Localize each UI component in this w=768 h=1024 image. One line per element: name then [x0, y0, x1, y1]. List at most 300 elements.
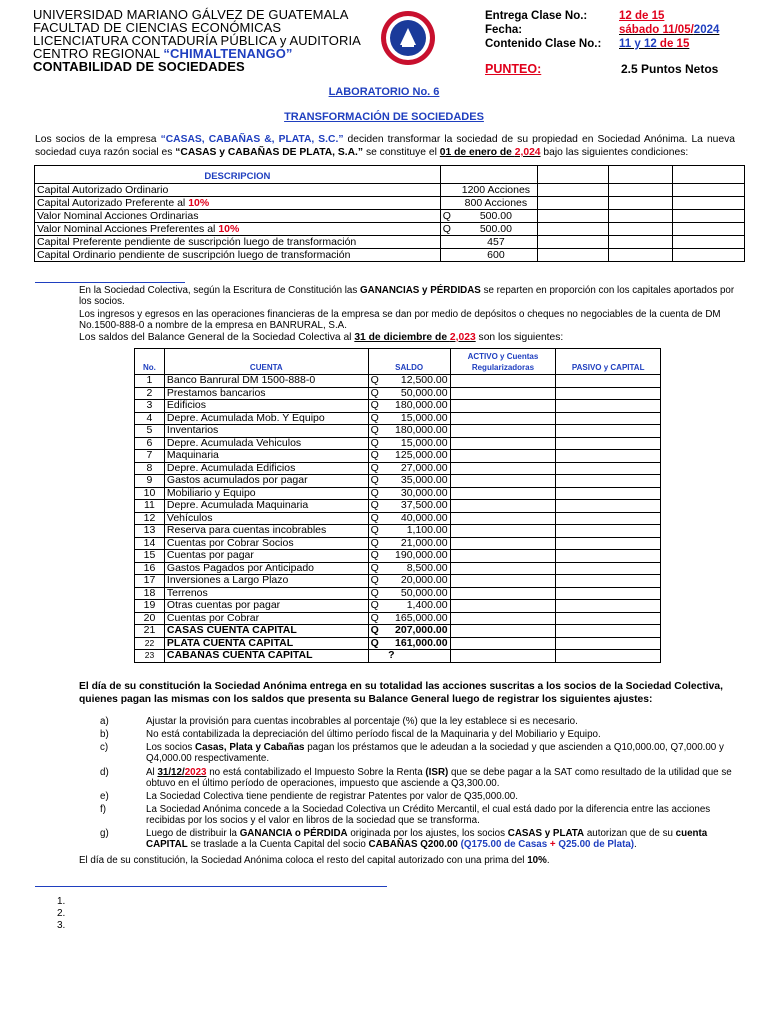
list-text: originada por los ajustes, los socios	[347, 828, 508, 839]
table-cell	[609, 166, 673, 184]
balance-amount: 30,000.00	[386, 487, 450, 500]
description-cell	[35, 197, 441, 210]
pasivo-cell	[556, 375, 661, 388]
pasivo-cell	[556, 550, 661, 563]
center-prefix: CENTRO REGIONAL	[33, 46, 164, 61]
table-row	[35, 223, 745, 236]
isr-date-part1: 31/12/	[157, 767, 185, 778]
university-name: UNIVERSIDAD MARIANO GÁLVEZ DE GUATEMALA	[33, 7, 349, 22]
pasivo-cell	[556, 475, 661, 488]
pasivo-cell	[556, 425, 661, 438]
table-row	[135, 650, 661, 663]
activo-cell	[450, 625, 556, 638]
activo-cell	[450, 525, 556, 538]
list-item	[100, 729, 745, 740]
date-value-part1: sábado 11/05/	[619, 24, 694, 36]
currency-cell: Q	[368, 475, 386, 488]
list-marker: b)	[100, 729, 109, 740]
activo-cell	[450, 450, 556, 463]
currency-cell: Q	[368, 375, 386, 388]
activo-cell	[450, 500, 556, 513]
table-row	[35, 197, 745, 210]
table-cell	[673, 210, 745, 223]
description-header: DESCRIPCION	[35, 166, 441, 184]
activo-cell	[450, 600, 556, 613]
numbered-list	[57, 896, 65, 932]
balance-amount: 180,000.00	[386, 400, 450, 413]
isr-date	[157, 767, 206, 778]
table-header-row	[135, 349, 661, 375]
table-cell	[609, 223, 673, 236]
currency-cell: Q	[368, 550, 386, 563]
currency-cell: Q	[368, 400, 386, 413]
activo-cell	[450, 400, 556, 413]
balance-table	[134, 348, 661, 663]
constitution-date	[440, 147, 541, 158]
balance-amount: ?	[386, 650, 450, 663]
list-text: pagan los préstamos que le adeudan a la sociedad y que ascienden a Q10,000.00, Q7,000.00 y Q4,000.00 respectivamente.	[146, 742, 724, 764]
table-cell	[673, 184, 745, 197]
gain-loss-term: GANANCIA o PÉRDIDA	[239, 828, 348, 839]
table-cell	[537, 223, 609, 236]
pasivo-cell	[556, 600, 661, 613]
delivery-value: 12 de 15	[619, 10, 665, 22]
activo-cell	[450, 387, 556, 400]
table-cell	[673, 223, 745, 236]
table-row	[135, 600, 661, 613]
balance-amount: 37,500.00	[386, 500, 450, 513]
currency-cell: Q	[368, 625, 386, 638]
column-header-pasivo: PASIVO y CAPITAL	[556, 349, 661, 375]
table-cell	[609, 184, 673, 197]
row-number: 11	[135, 500, 165, 513]
conditions-table	[34, 165, 745, 262]
activo-cell	[450, 512, 556, 525]
intro-text: se constituye el	[363, 147, 440, 158]
currency-cell: Q	[368, 537, 386, 550]
table-row	[35, 210, 745, 223]
description-text: Valor Nominal Acciones Preferentes al	[37, 223, 219, 235]
course-name: CONTABILIDAD DE SOCIEDADES	[33, 59, 245, 74]
date-row	[485, 23, 755, 37]
table-row	[135, 450, 661, 463]
list-item	[100, 742, 745, 764]
balance-amount: 21,000.00	[386, 537, 450, 550]
pasivo-cell	[556, 650, 661, 663]
balance-amount: 15,000.00	[386, 437, 450, 450]
description-text: Capital Preferente pendiente de suscripción luego de transformación	[37, 236, 357, 248]
table-row	[135, 425, 661, 438]
account-name: Cuentas por Cobrar	[164, 612, 368, 625]
intro-text: Los socios de la empresa	[35, 134, 161, 145]
description-text: Capital Autorizado Ordinario	[37, 184, 169, 196]
pasivo-cell	[556, 637, 661, 650]
table-row	[135, 462, 661, 475]
balance-amount: 35,000.00	[386, 475, 450, 488]
currency-cell: Q	[368, 387, 386, 400]
currency-cell: Q	[368, 612, 386, 625]
list-item: 3.	[57, 920, 66, 931]
balance-amount: 50,000.00	[386, 387, 450, 400]
table-row	[135, 437, 661, 450]
account-name: Gastos acumulados por pagar	[164, 475, 368, 488]
table-row	[135, 387, 661, 400]
divider-line	[35, 886, 387, 887]
pasivo-cell	[556, 512, 661, 525]
currency-cell: Q	[368, 487, 386, 500]
balance-amount: 207,000.00	[386, 625, 450, 638]
row-number: 8	[135, 462, 165, 475]
table-row	[135, 475, 661, 488]
list-item	[100, 767, 745, 789]
currency-cell: Q	[368, 462, 386, 475]
column-header-saldo: SALDO	[368, 349, 450, 375]
value-cell: 800 Acciones	[455, 197, 537, 210]
partners-names: CASAS y PLATA	[507, 828, 585, 839]
list-text: autorizan que de su	[584, 828, 676, 839]
intro-text: deciden transformar la sociedad de su propiedad en Sociedad Anónima. La nueva sociedad cuya razón social es	[35, 134, 736, 158]
table-row	[135, 400, 661, 413]
row-number: 10	[135, 487, 165, 500]
pasivo-cell	[556, 562, 661, 575]
activo-cell	[450, 375, 556, 388]
balance-date	[354, 332, 475, 343]
account-name: Cuentas por pagar	[164, 550, 368, 563]
pasivo-cell	[556, 412, 661, 425]
description-cell	[35, 223, 441, 236]
list-item	[100, 791, 745, 802]
table-header-row	[35, 166, 745, 184]
list-item: 1.	[57, 896, 66, 907]
row-number: 7	[135, 450, 165, 463]
row-number: 18	[135, 587, 165, 600]
transfer-detail: (Q175.00 de Casas	[457, 839, 550, 850]
table-row	[135, 512, 661, 525]
list-text: La Sociedad Colectiva tiene pendiente de registrar Patentes por valor de Q35,000.00.	[146, 791, 518, 802]
row-number: 16	[135, 562, 165, 575]
activo-cell	[450, 487, 556, 500]
list-item: 2.	[57, 908, 66, 919]
description-percent: 10%	[188, 197, 210, 209]
paragraph-text: En la Sociedad Colectiva, según la Escritura de Constitución las	[79, 285, 360, 296]
lab-title: LABORATORIO No. 6	[328, 86, 440, 98]
currency-cell: Q	[368, 512, 386, 525]
table-cell	[537, 249, 609, 262]
balance-amount: 8,500.00	[386, 562, 450, 575]
list-text: no está contabilizado el Impuesto Sobre la Renta	[206, 767, 426, 778]
table-cell	[537, 197, 609, 210]
currency-cell: Q	[368, 562, 386, 575]
account-name: Prestamos bancarios	[164, 387, 368, 400]
table-row	[135, 575, 661, 588]
content-row	[485, 37, 755, 51]
column-header-activo: ACTIVO y Cuentas Regularizadoras	[450, 349, 556, 375]
list-item	[100, 716, 745, 727]
list-item	[100, 828, 745, 850]
description-text: Valor Nominal Acciones Ordinarias	[37, 210, 199, 222]
premium-percent: 10%	[527, 855, 547, 866]
description-cell	[35, 210, 441, 223]
activo-cell	[450, 562, 556, 575]
table-row	[135, 612, 661, 625]
row-number: 22	[135, 637, 165, 650]
description-text: Capital Autorizado Preferente al	[37, 197, 189, 209]
balance-amount: 50,000.00	[386, 587, 450, 600]
date-value	[619, 23, 719, 37]
table-cell	[673, 249, 745, 262]
list-marker: c)	[100, 742, 109, 753]
table-row	[135, 587, 661, 600]
paragraph-bank: Los ingresos y egresos en las operaciones financieras de la empresa se dan por medio de depósitos o cheques no negociables de la cuenta de DM No.1500-888-0 a nombre de la empresa en BANRURAL, S.A.	[79, 309, 721, 331]
activo-cell	[450, 575, 556, 588]
list-item	[100, 804, 745, 826]
row-number: 12	[135, 512, 165, 525]
list-marker: g)	[100, 828, 109, 839]
pasivo-cell	[556, 575, 661, 588]
account-name: Vehículos	[164, 512, 368, 525]
currency-cell: Q	[440, 210, 455, 223]
intro-paragraph	[35, 133, 735, 159]
partners-names: Casas, Plata y Cabañas	[195, 742, 305, 753]
university-logo-icon	[380, 10, 436, 66]
row-number: 14	[135, 537, 165, 550]
account-name: Otras cuentas por pagar	[164, 600, 368, 613]
transfer-detail: Q25.00 de Plata)	[555, 839, 635, 850]
table-cell	[537, 166, 609, 184]
table-row	[35, 184, 745, 197]
activo-cell	[450, 475, 556, 488]
account-name: Banco Banrural DM 1500-888-0	[164, 375, 368, 388]
constitution-paragraph: El día de su constitución la Sociedad Anónima entrega en su totalidad las acciones suscritas a los socios de la Sociedad Colectiva, quienes pagan las mismas con los saldos que presenta su Balance General luego de registrar los siguientes ajustes:	[79, 681, 723, 705]
account-name: Terrenos	[164, 587, 368, 600]
profits-term: GANANCIAS y PÉRDIDAS	[360, 285, 481, 296]
value-cell: 500.00	[455, 223, 537, 236]
balance-amount: 12,500.00	[386, 375, 450, 388]
column-header-cuenta: CUENTA	[164, 349, 368, 375]
score-label: PUNTEO:	[485, 62, 542, 76]
value-cell: 457	[455, 236, 537, 249]
currency-cell: Q	[368, 637, 386, 650]
constitution-date-year: 2,024	[514, 147, 541, 158]
activo-cell	[450, 462, 556, 475]
degree-name: LICENCIATURA CONTADURÍA PÚBLICA y AUDITORIA	[33, 33, 361, 48]
balance-amount: 125,000.00	[386, 450, 450, 463]
list-text: Al	[146, 767, 158, 778]
balance-date-part1: 31 de diciembre de	[354, 332, 450, 343]
table-cell	[537, 236, 609, 249]
currency-cell	[440, 249, 455, 262]
table-cell	[609, 249, 673, 262]
row-number: 21	[135, 625, 165, 638]
account-name: CABAÑAS CUENTA CAPITAL	[164, 650, 368, 663]
row-number: 6	[135, 437, 165, 450]
table-row	[35, 236, 745, 249]
pasivo-cell	[556, 450, 661, 463]
table-cell	[673, 197, 745, 210]
content-value-part1: 11 y 12	[619, 38, 657, 50]
value-cell: 600	[455, 249, 537, 262]
faculty-name: FACULTAD DE CIENCIAS ECONÓMICAS	[33, 20, 282, 35]
paragraph-text: son los siguientes:	[475, 332, 564, 343]
date-label: Fecha:	[485, 24, 523, 36]
row-number: 23	[135, 650, 165, 663]
list-text: Los socios	[146, 742, 196, 753]
row-number: 5	[135, 425, 165, 438]
pasivo-cell	[556, 462, 661, 475]
section-subtitle: TRANSFORMACIÓN DE SOCIEDADES	[284, 111, 484, 123]
list-text: La Sociedad Anónima concede a la Sociedad Colectiva un Crédito Mercantil, el cual está dado por la diferencia entre las acciones recibidas por los socios y el valor en libros de la sociedad que se transforma.	[146, 804, 711, 826]
table-row	[135, 525, 661, 538]
pasivo-cell	[556, 612, 661, 625]
account-name: Gastos Pagados por Anticipado	[164, 562, 368, 575]
balance-amount: 15,000.00	[386, 412, 450, 425]
table-row	[135, 412, 661, 425]
description-cell	[35, 236, 441, 249]
list-marker: d)	[100, 767, 109, 778]
plus-sign: +	[549, 839, 556, 850]
pasivo-cell	[556, 525, 661, 538]
paragraph-balance-date	[79, 332, 744, 343]
pasivo-cell	[556, 500, 661, 513]
balance-amount: 20,000.00	[386, 575, 450, 588]
account-name: PLATA CUENTA CAPITAL	[164, 637, 368, 650]
table-cell	[440, 166, 537, 184]
pasivo-cell	[556, 587, 661, 600]
center-name: “CHIMALTENANGO”	[163, 46, 293, 61]
score-value: 2.5 Puntos Netos	[621, 62, 719, 76]
row-number: 13	[135, 525, 165, 538]
row-number: 19	[135, 600, 165, 613]
currency-cell	[440, 236, 455, 249]
currency-cell: Q	[368, 500, 386, 513]
balance-amount: 190,000.00	[386, 550, 450, 563]
table-row	[135, 537, 661, 550]
pasivo-cell	[556, 387, 661, 400]
intro-text: bajo las siguientes condiciones:	[540, 147, 689, 158]
isr-term: (ISR)	[425, 767, 449, 778]
transfer-amount: CABAÑAS Q200.00	[368, 839, 458, 850]
row-number: 15	[135, 550, 165, 563]
list-text: que se debe pagar a la SAT como resultado de la utilidad que se obtuvo en el último período de operaciones, impuesto que asciende a Q3,300.00.	[146, 767, 732, 789]
account-name: Mobiliario y Equipo	[164, 487, 368, 500]
row-number: 2	[135, 387, 165, 400]
list-text: .	[634, 839, 637, 850]
balance-amount: 27,000.00	[386, 462, 450, 475]
table-cell	[609, 210, 673, 223]
balance-amount: 40,000.00	[386, 512, 450, 525]
table-row	[135, 637, 661, 650]
divider-line	[35, 282, 185, 283]
currency-cell	[440, 184, 455, 197]
list-marker: a)	[100, 716, 109, 727]
description-text: Capital Ordinario pendiente de suscripción luego de transformación	[37, 249, 351, 261]
balance-amount: 161,000.00	[386, 637, 450, 650]
row-number: 1	[135, 375, 165, 388]
content-value-part2: de 15	[656, 38, 690, 50]
table-row	[135, 500, 661, 513]
account-name: Maquinaria	[164, 450, 368, 463]
delivery-row	[485, 9, 755, 23]
currency-cell: Q	[368, 575, 386, 588]
account-name: Edificios	[164, 400, 368, 413]
paragraph-profits	[79, 285, 744, 307]
list-text: Ajustar la provisión para cuentas incobrables al porcentaje (%) que la ley establece si es necesario.	[146, 716, 578, 727]
capital-account-term: cuenta CAPITAL	[146, 828, 708, 850]
currency-cell	[440, 197, 455, 210]
balance-amount: 180,000.00	[386, 425, 450, 438]
pasivo-cell	[556, 625, 661, 638]
currency-cell: Q	[368, 412, 386, 425]
value-cell: 1200 Acciones	[455, 184, 537, 197]
list-text: No está contabilizada la depreciación del último período fiscal de la Maquinaria y del Mobiliario y Equipo.	[146, 729, 601, 740]
account-name: CASAS CUENTA CAPITAL	[164, 625, 368, 638]
activo-cell	[450, 537, 556, 550]
currency-cell: Q	[368, 425, 386, 438]
table-row	[135, 375, 661, 388]
currency-cell: Q	[368, 450, 386, 463]
table-row	[135, 487, 661, 500]
activo-cell	[450, 637, 556, 650]
constitution-date-part1: 01 de enero de	[439, 147, 515, 158]
activo-cell	[450, 437, 556, 450]
activo-cell	[450, 650, 556, 663]
currency-cell: Q	[368, 437, 386, 450]
balance-amount: 1,400.00	[386, 600, 450, 613]
account-name: Cuentas por Cobrar Socios	[164, 537, 368, 550]
balance-date-year: 2,023	[449, 332, 476, 343]
currency-cell: Q	[368, 600, 386, 613]
pasivo-cell	[556, 537, 661, 550]
paragraph-text: Los saldos del Balance General de la Sociedad Colectiva al	[79, 332, 355, 343]
row-number: 20	[135, 612, 165, 625]
paragraph-text: El día de su constitución, la Sociedad Anónima coloca el resto del capital autorizado con una prima del	[79, 855, 528, 866]
account-name: Depre. Acumulada Mob. Y Equipo	[164, 412, 368, 425]
list-text: se traslade a la Cuenta Capital del socio	[187, 839, 369, 850]
pasivo-cell	[556, 437, 661, 450]
delivery-info	[485, 9, 755, 51]
row-number: 17	[135, 575, 165, 588]
table-cell	[609, 236, 673, 249]
description-cell	[35, 249, 441, 262]
row-number: 4	[135, 412, 165, 425]
activo-cell	[450, 587, 556, 600]
balance-amount: 165,000.00	[386, 612, 450, 625]
table-row	[135, 550, 661, 563]
activo-cell	[450, 425, 556, 438]
table-cell	[537, 184, 609, 197]
list-text: Luego de distribuir la	[146, 828, 240, 839]
activo-cell	[450, 612, 556, 625]
account-name: Depre. Acumulada Vehiculos	[164, 437, 368, 450]
table-cell	[609, 197, 673, 210]
description-cell	[35, 184, 441, 197]
account-name: Depre. Acumulada Maquinaria	[164, 500, 368, 513]
delivery-label: Entrega Clase No.:	[485, 10, 588, 22]
table-cell	[673, 166, 745, 184]
row-number: 3	[135, 400, 165, 413]
row-number: 9	[135, 475, 165, 488]
pasivo-cell	[556, 487, 661, 500]
content-value	[619, 37, 689, 51]
account-name: Inventarios	[164, 425, 368, 438]
account-name: Reserva para cuentas incobrables	[164, 525, 368, 538]
currency-cell: Q	[440, 223, 455, 236]
date-value-part2: 2024	[693, 24, 720, 36]
balance-amount: 1,100.00	[386, 525, 450, 538]
currency-cell: Q	[368, 587, 386, 600]
final-paragraph	[79, 855, 550, 866]
description-percent: 10%	[218, 223, 240, 235]
